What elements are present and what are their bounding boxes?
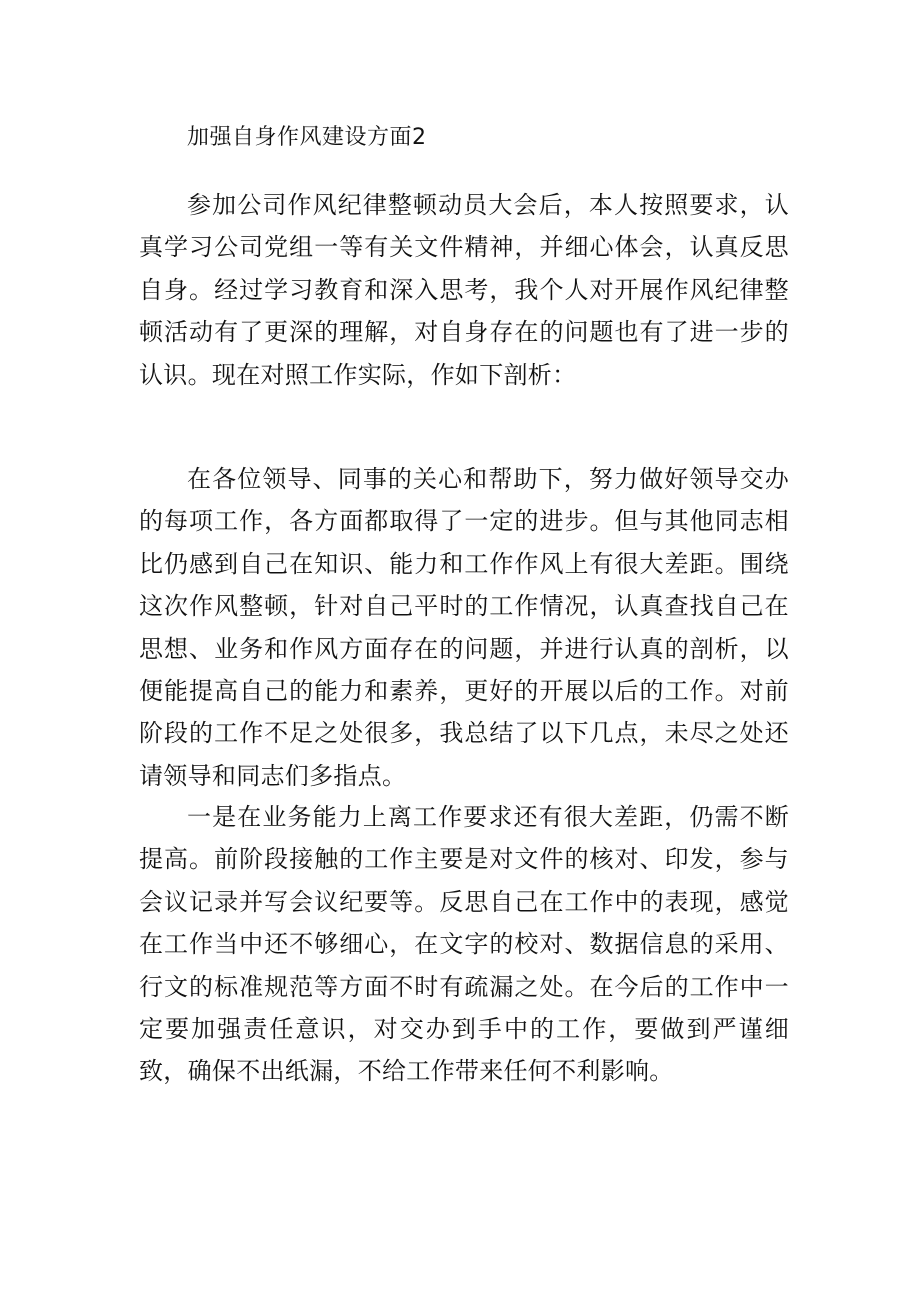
document-title: 加强自身作风建设方面2 <box>187 125 427 150</box>
paragraph-progress: 在各位领导、同事的关心和帮助下，努力做好领导交办的每项工作，各方面都取得了一定的进步。但与其他同志相比仍感到自己在知识、能力和工作作风上有很大差距。围绕这次作风整顿，针对自己平时的工作情况，认真查找自己在思想、业务和作风方面存在的问题，并进行认真的剖析，以便能提高自己的能力和素养，更好的开展以后的工作。对前阶段的工作不足之处很多，我总结了以下几点，未尽之处还请领导和同志们多指点。 <box>139 465 789 790</box>
paragraph-intro: 参加公司作风纪律整顿动员大会后，本人按照要求，认真学习公司党组一等有关文件精神，并细心体会，认真反思自身。经过学习教育和深入思考，我个人对开展作风纪律整顿活动有了更深的理解，对自身存在的问题也有了进一步的认识。现在对照工作实际，作如下剖析： <box>139 191 789 389</box>
paragraph-point-one: 一是在业务能力上离工作要求还有很大差距，仍需不断提高。前阶段接触的工作主要是对文件的核对、印发，参与会议记录并写会议纪要等。反思自己在工作中的表现，感觉在工作当中还不够细心，在文字的校对、数据信息的采用、行文的标准规范等方面不时有疏漏之处。在今后的工作中一定要加强责任意识，对交办到手中的工作，要做到严谨细致，确保不出纸漏，不给工作带来任何不利影响。 <box>139 803 789 1086</box>
